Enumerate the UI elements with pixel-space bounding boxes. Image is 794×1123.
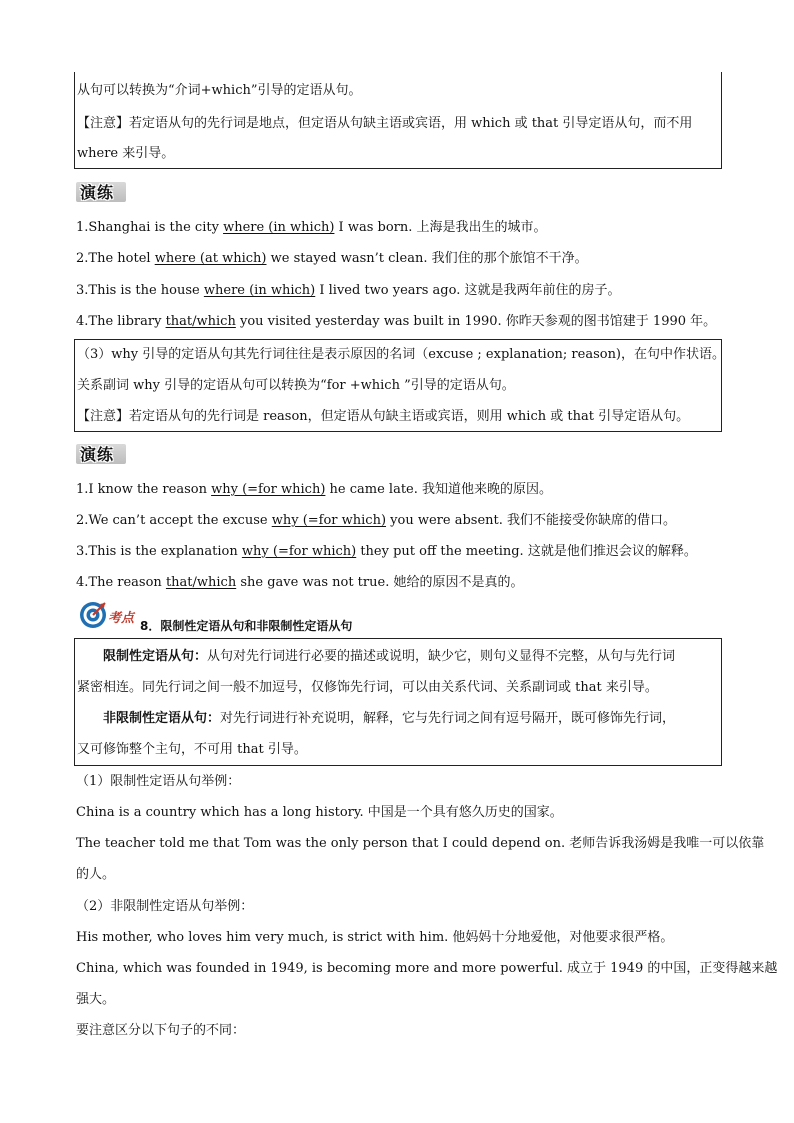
- box-line: where 来引导。: [77, 146, 175, 161]
- note-box-why: [74, 339, 726, 432]
- subheading: （2）非限制性定语从句举例：: [76, 899, 254, 914]
- example-line: 强大。: [76, 992, 116, 1007]
- term-restrictive: 限制性定语从句：: [103, 649, 208, 664]
- box-line: 【注意】若定语从句的先行词是 reason，但定语从句缺主语或宾语，则用 which 或 that 引导定语从句。: [77, 409, 690, 424]
- box-line: 【注意】若定语从句的先行词是地点，但定语从句缺主语或宾语，用 which 或 that 引导定语从句，而不用: [77, 116, 693, 131]
- box-line: 关系副词 why 引导的定语从句可以转换为“for +which ”引导的定语从句。: [77, 378, 515, 393]
- example-line: 1.Shanghai is the city where (in which) I was born. 上海是我出生的城市。: [76, 220, 547, 235]
- example-line: The teacher told me that Tom was the only person that I could depend on. 老师告诉我汤姆是我唯一可以依靠: [76, 836, 765, 851]
- box-line: 紧密相连。同先行词之间一般不加逗号，仅修饰先行词，可以由关系代词、关系副词或 that 来引导。: [77, 680, 658, 695]
- example-line: 1.I know the reason why (=for which) he came late. 我知道他来晚的原因。: [76, 482, 553, 497]
- subheading: （1）限制性定语从句举例：: [76, 774, 241, 789]
- answer-underline: that/which: [165, 575, 237, 590]
- answer-underline: where (at which): [154, 251, 267, 266]
- definition-box: [74, 638, 722, 766]
- drill-badge: [76, 440, 126, 466]
- kaodian-label: 考点: [108, 611, 135, 626]
- answer-underline: where (in which): [203, 283, 316, 298]
- answer-underline: why (=for which): [241, 544, 357, 559]
- note-box-where: [74, 72, 722, 169]
- example-line: 2.We can’t accept the excuse why (=for which) you were absent. 我们不能接受你缺席的借口。: [76, 513, 676, 528]
- term-nonrestrictive: 非限制性定语从句：: [103, 711, 221, 726]
- answer-underline: why (=for which): [211, 482, 326, 497]
- target-icon: [78, 600, 108, 630]
- example-line: 4.The library that/which you visited yesterday was built in 1990. 你昨天参观的图书馆建于 1990 年。: [76, 314, 717, 329]
- answer-underline: that/which: [165, 314, 236, 329]
- kaodian-heading: [78, 600, 398, 634]
- box-line: （3）why 引导的定语从句其先行词往往是表示原因的名词（excuse ; explanation; reason)，在句中作状语。: [77, 347, 726, 362]
- answer-underline: why (=for which): [271, 513, 387, 528]
- box-line: 限制性定语从句：从句对先行词进行必要的描述或说明，缺少它，则句义显得不完整，从句与先行词: [103, 649, 676, 664]
- section-title: 8．限制性定语从句和非限制性定语从句: [140, 619, 353, 633]
- example-line: 2.The hotel where (at which) we stayed wasn’t clean. 我们住的那个旅馆不干净。: [76, 251, 588, 266]
- answer-underline: where (in which): [223, 220, 335, 235]
- drill-label: 演练: [80, 183, 115, 202]
- box-line: 从句可以转换为“介词+which”引导的定语从句。: [77, 83, 362, 98]
- drill-label: 演练: [80, 445, 115, 464]
- box-line: 非限制性定语从句：对先行词进行补充说明，解释，它与先行词之间有逗号隔开，既可修饰先行词，: [103, 711, 676, 726]
- note-line: 要注意区分以下句子的不同：: [76, 1023, 246, 1038]
- example-line: 的人。: [76, 867, 116, 882]
- example-line: 3.This is the explanation why (=for which) they put off the meeting. 这就是他们推迟会议的解释。: [76, 544, 697, 559]
- example-line: His mother, who loves him very much, is strict with him. 他妈妈十分地爱他，对他要求很严格。: [76, 930, 674, 945]
- drill-badge: [76, 178, 126, 204]
- example-line: 4.The reason that/which she gave was not true. 她给的原因不是真的。: [76, 575, 524, 590]
- example-line: China is a country which has a long history. 中国是一个具有悠久历史的国家。: [76, 805, 563, 820]
- example-line: 3.This is the house where (in which) I lived two years ago. 这就是我两年前住的房子。: [76, 283, 621, 298]
- example-line: China, which was founded in 1949, is becoming more and more powerful. 成立于 1949 的中国，正变得越来越: [76, 961, 778, 976]
- box-line: 又可修饰整个主句，不可用 that 引导。: [77, 742, 307, 757]
